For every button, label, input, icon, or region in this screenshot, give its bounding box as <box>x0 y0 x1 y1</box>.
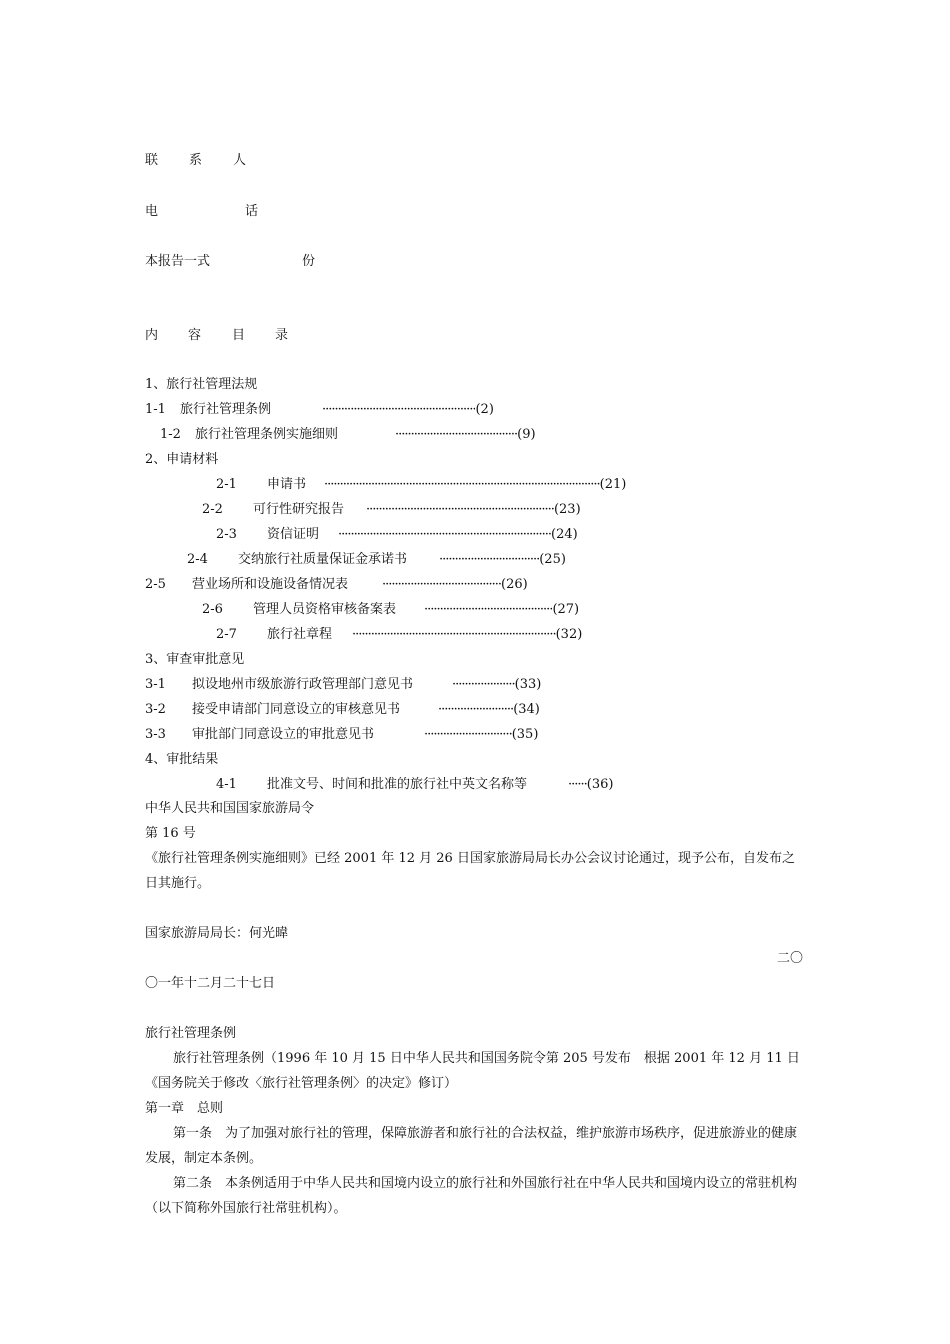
toc-section-heading: 1、旅行社管理法规 <box>145 377 258 392</box>
toc-leader: ································(25) <box>439 552 566 567</box>
toc-leader: ·································································(32) <box>352 627 583 642</box>
toc-entry[interactable]: 2-1 申请书 <box>216 477 306 492</box>
toc-entry[interactable]: 1-2 旅行社管理条例实施细则 <box>160 427 338 442</box>
toc-leader: ························································································(21) <box>324 477 627 492</box>
toc-entry[interactable]: 3-2 接受申请部门同意设立的审核意见书 <box>145 702 400 717</box>
toc-entry[interactable]: 2-4 交纳旅行社质量保证金承诺书 <box>187 552 407 567</box>
toc-leader: ····························(35) <box>424 727 539 742</box>
toc-entry[interactable]: 2-7 旅行社章程 <box>216 627 332 642</box>
copies-prefix: 本报告一式 <box>145 254 211 269</box>
toc-entry[interactable]: 2-2 可行性研究报告 <box>202 502 344 517</box>
toc-leader: ······································(26) <box>382 577 528 592</box>
copies-line <box>145 254 210 270</box>
order-date-part1: 二〇 <box>777 951 804 966</box>
article-2: 第二条 本条例适用于中华人民共和国境内设立的旅行社和外国旅行社在中华人民共和国境内设立的常驻机构（以下简称外国旅行社常驻机构）。 <box>145 1176 798 1216</box>
toc-entry[interactable]: 2-5 营业场所和设施设备情况表 <box>145 577 348 592</box>
order-signer: 国家旅游局局长：何光暐 <box>145 926 289 941</box>
regulation-subtitle: 旅行社管理条例（1996 年 10 月 15 日中华人民共和国国务院令第 205 号发布 根据 2001 年 12 月 11 日《国务院关于修改〈旅行社管理条例〉的决定》修订） <box>145 1051 800 1091</box>
copies-suffix: 份 <box>302 254 316 269</box>
toc-leader: ·········································(27) <box>424 602 580 617</box>
order-number: 第 16 号 <box>145 826 196 841</box>
order-body: 《旅行社管理条例实施细则》已经 2001 年 12 月 26 日国家旅游局局长办公会议讨论通过，现予公布，自发布之日其施行。 <box>145 851 795 891</box>
article-1: 第一条 为了加强对旅行社的管理，保障旅游者和旅行社的合法权益，维护旅游市场秩序，促进旅游业的健康发展，制定本条例。 <box>145 1126 798 1166</box>
order-issuer: 中华人民共和国国家旅游局令 <box>145 801 315 816</box>
toc-section-heading: 4、审批结果 <box>145 752 219 767</box>
document-page: 联 系 人 电 话 本报告一式 份 内 容 目 录 1、旅行社管理法规 1-1 旅行社管理条例 ·················································(2) 1-2 旅行社管理条例实施细则 ·······································(9) 2、申请材料 2-1 申请书 ························································································(21) 2-2 可行性研究报告 ····························································(23) 2-3 资信证明 ····································································(24) 2-4 交纳旅行社质量保证金承诺书 ································(25) 2-5 营业场所和设施设备情况表 ······································(26) 2-6 管理人员资格审核备案表 ·········································(27) 2-7 旅行社章程 ·································································(32) 3、审查审批意见 3-1 拟设地州市级旅游行政管理部门意见书 ····················(33) 3-2 接受申请部门同意设立的审核意见书 ························(34) 3-3 审批部门同意设立的审批意见书 ····························(35) 4、审批结果 4-1 批准文号、时间和批准的旅行社中英文名称等 ······(36) 中华人民共和国国家旅游局令 第 16 号 《旅行社管理条例实施细则》已经 2001 年 12 月 26 日国家旅游局局长办公会议讨论通过，现予公布，自发布之日其施行。 国家旅游局局长：何光暐 二〇 〇一年十二月二十七日 旅行社管理条例 旅行社管理条例（1996 年 10 月 15 日中华人民共和国国务院令第 205 号发布 根据 2001 年 12 月 11 日《国务院关于修改〈旅行社管理条例〉的决定》修订） 第一章 总则 第一条 为了加强对旅行社的管理，保障旅游者和旅行社的合法权益，维护旅游市场秩序，促进旅游业的健康发展，制定本条例。 第二条 本条例适用于中华人民共和国境内设立的旅行社和外国旅行社在中华人民共和国境内设立的常驻机构（以下简称外国旅行社常驻机构）。 <box>0 0 950 1344</box>
toc-leader: ····························································(23) <box>366 502 581 517</box>
chapter-heading: 第一章 总则 <box>145 1101 224 1116</box>
toc-entry[interactable]: 3-3 审批部门同意设立的审批意见书 <box>145 727 374 742</box>
toc-leader: ····································································(24) <box>338 527 578 542</box>
order-date-part2: 〇一年十二月二十七日 <box>145 976 276 991</box>
regulation-title: 旅行社管理条例 <box>145 1026 237 1041</box>
toc-entry[interactable]: 2-6 管理人员资格审核备案表 <box>202 602 396 617</box>
toc-entry[interactable]: 1-1 旅行社管理条例 <box>145 402 271 417</box>
toc-entry[interactable]: 2-3 资信证明 <box>216 527 319 542</box>
toc-leader: ························(34) <box>438 702 540 717</box>
toc-section-heading: 2、申请材料 <box>145 452 219 467</box>
toc-leader: ·················································(2) <box>322 402 494 417</box>
toc-entry[interactable]: 3-1 拟设地州市级旅游行政管理部门意见书 <box>145 677 413 692</box>
toc-leader: ·······································(9) <box>395 427 536 442</box>
toc-entry[interactable]: 4-1 批准文号、时间和批准的旅行社中英文名称等 <box>216 777 527 792</box>
toc-leader: ····················(33) <box>452 677 542 692</box>
toc-leader: ······(36) <box>568 777 614 792</box>
toc-section-heading: 3、审查审批意见 <box>145 652 245 667</box>
